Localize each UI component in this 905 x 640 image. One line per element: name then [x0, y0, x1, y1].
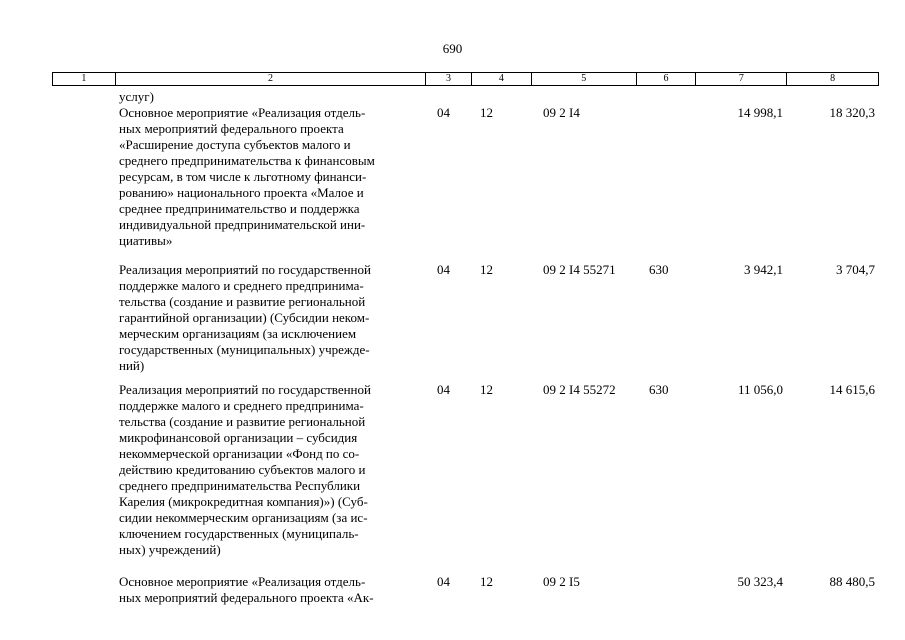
column-header-5: 5: [532, 73, 637, 85]
description-line: ных) учреждений): [119, 542, 221, 557]
description-line: среднего предпринимательства к финансовым: [119, 153, 375, 168]
description-line: тельства (создание и развитие региональной: [119, 414, 366, 429]
description-line: ний): [119, 358, 145, 373]
row-3-amount-2: 14 615,6: [829, 382, 875, 397]
description-line: Реализация мероприятий по государственной: [119, 382, 371, 397]
description-line: циативы»: [119, 233, 173, 248]
description-line: сидии некоммерческим организациям (за ис-: [119, 510, 368, 525]
description-line: услуг): [119, 89, 154, 104]
column-header-2: 2: [116, 73, 426, 85]
description-line: действию кредитованию субъектов малого и: [119, 462, 366, 477]
table-header-row: [52, 72, 879, 86]
row-3-amount-1: 11 056,0: [737, 382, 783, 397]
row-3-subsection: 12: [480, 382, 493, 397]
description-line: рованию» национального проекта «Малое и: [119, 185, 364, 200]
description-line: гарантийной организации) (Субсидии неком-: [119, 310, 370, 325]
row-3-section: 04: [437, 382, 450, 397]
table-row-1-description: [119, 105, 429, 249]
description-line: государственных (муниципальных) учрежде-: [119, 342, 370, 357]
column-header-7: 7: [696, 73, 787, 85]
description-line: Основное мероприятие «Реализация отдель-: [119, 105, 366, 120]
description-line: микрофинансовой организации – субсидия: [119, 430, 358, 445]
row-2-subsection: 12: [480, 262, 493, 277]
row-1-section: 04: [437, 105, 450, 120]
column-header-1: 1: [53, 73, 116, 85]
page-number: 690: [442, 41, 463, 56]
description-line: Карелия (микрокредитная компания)») (Суб-: [119, 494, 368, 509]
table-row-2-description: [119, 262, 429, 374]
description-line: среднего предпринимательства Республики: [119, 478, 361, 493]
description-line: некоммерческой организации «Фонд по со-: [119, 446, 360, 461]
row-1-amount-1: 14 998,1: [737, 105, 783, 120]
description-line: индивидуальной предпринимательской ини-: [119, 217, 366, 232]
description-line: поддержке малого и среднего предпринима-: [119, 398, 364, 413]
continuation-text: [119, 89, 429, 105]
description-line: Основное мероприятие «Реализация отдель-: [119, 574, 366, 589]
column-header-4: 4: [472, 73, 532, 85]
column-header-3: 3: [426, 73, 472, 85]
description-line: среднее предпринимательство и поддержка: [119, 201, 360, 216]
column-header-8: 8: [830, 73, 836, 84]
row-3-target-article: 09 2 I4 55272: [543, 382, 616, 397]
row-4-amount-1: 50 323,4: [737, 574, 783, 589]
description-line: ных мероприятий федерального проекта: [119, 121, 344, 136]
row-4-section: 04: [437, 574, 450, 589]
row-2-section: 04: [437, 262, 450, 277]
row-1-amount-2: 18 320,3: [829, 105, 875, 120]
row-2-amount-2: 3 704,7: [836, 262, 875, 277]
description-line: мерческим организациям (за исключением: [119, 326, 357, 341]
row-2-expense-type: 630: [649, 262, 669, 277]
row-2-amount-1: 3 942,1: [744, 262, 783, 277]
row-4-subsection: 12: [480, 574, 493, 589]
description-line: ресурсам, в том числе к льготному финанси-: [119, 169, 367, 184]
description-line: ключением государственных (муниципаль-: [119, 526, 359, 541]
row-1-target-article: 09 2 I4: [543, 105, 580, 120]
row-2-target-article: 09 2 I4 55271: [543, 262, 616, 277]
row-4-target-article: 09 2 I5: [543, 574, 580, 589]
table-row-3-description: [119, 382, 429, 558]
row-3-expense-type: 630: [649, 382, 669, 397]
description-line: «Расширение доступа субъектов малого и: [119, 137, 351, 152]
row-4-amount-2: 88 480,5: [829, 574, 875, 589]
table-row-4-description: [119, 574, 429, 606]
row-1-subsection: 12: [480, 105, 493, 120]
description-line: тельства (создание и развитие региональной: [119, 294, 366, 309]
description-line: поддержке малого и среднего предпринима-: [119, 278, 364, 293]
description-line: ных мероприятий федерального проекта «Ак-: [119, 590, 374, 605]
column-header-6: 6: [637, 73, 697, 85]
description-line: Реализация мероприятий по государственной: [119, 262, 371, 277]
